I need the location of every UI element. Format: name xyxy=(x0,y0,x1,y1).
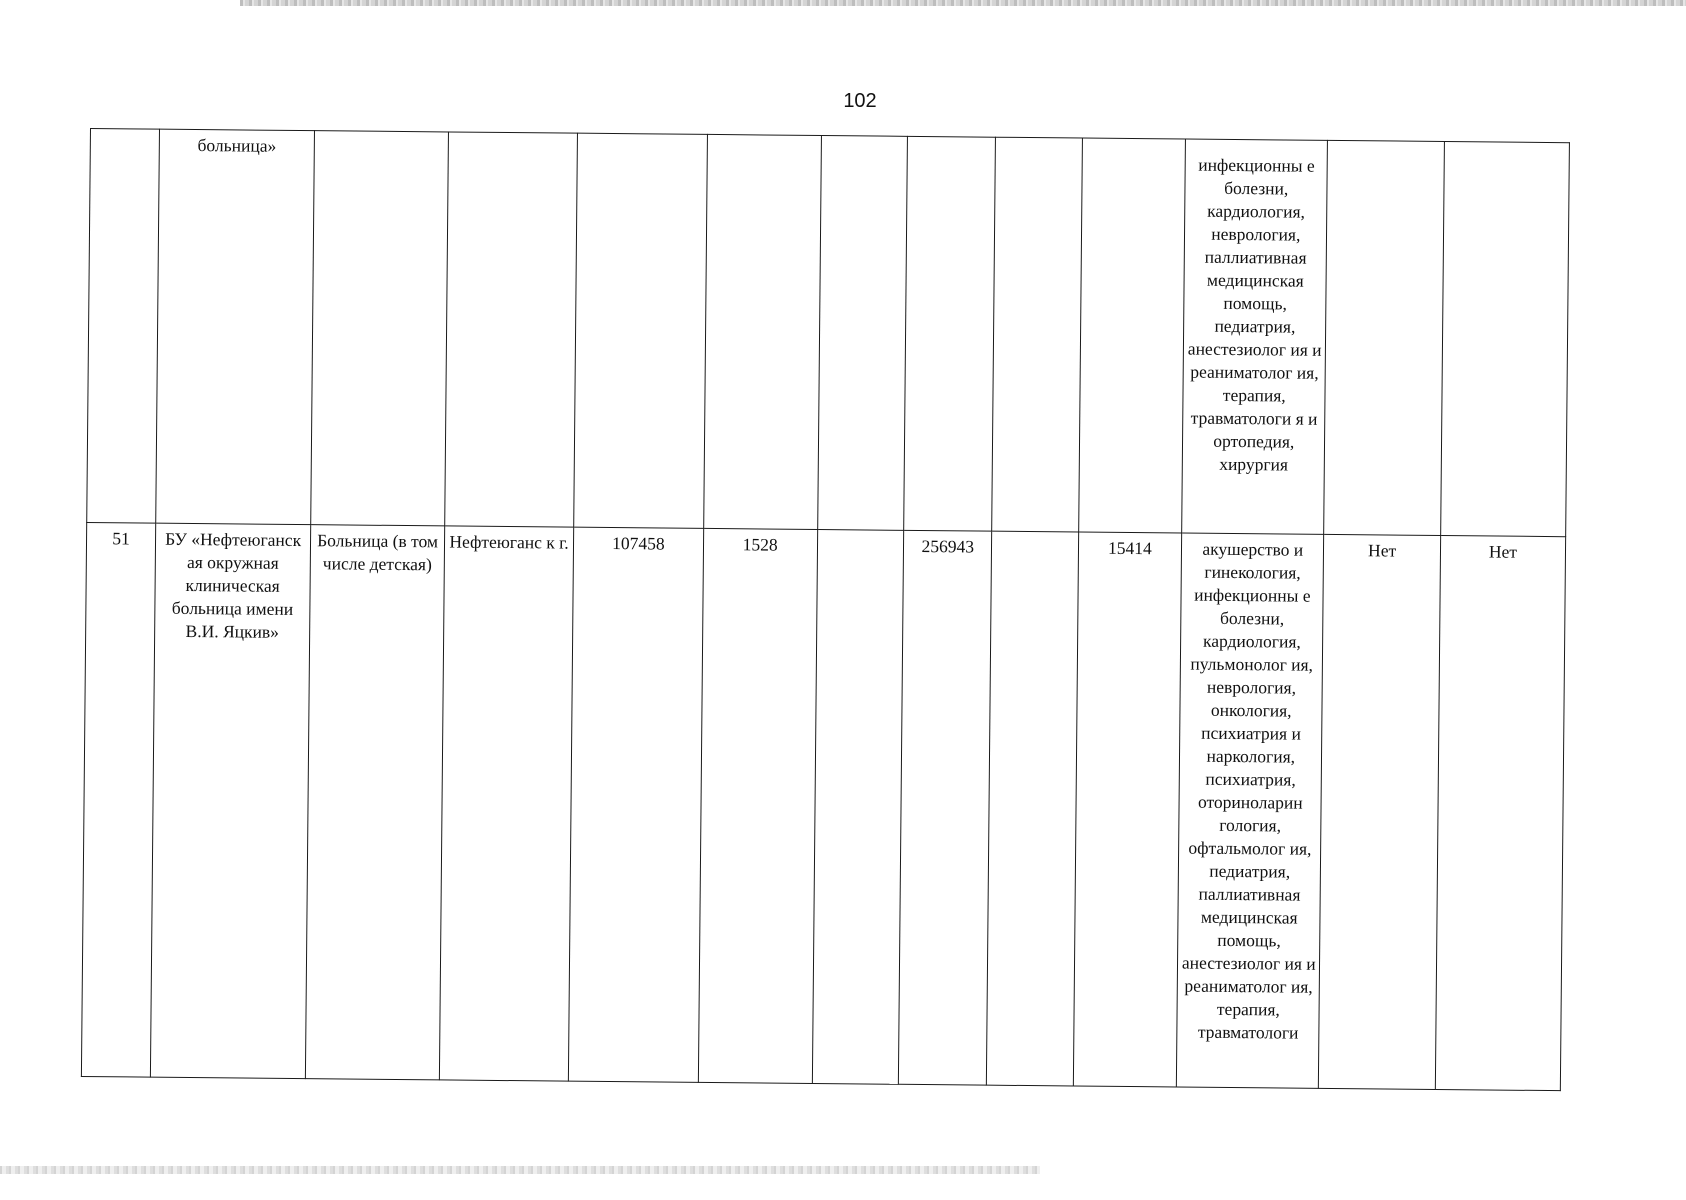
table-row xyxy=(87,129,1570,537)
cell-value-5 xyxy=(992,137,1082,532)
scan-edge-bottom xyxy=(0,1166,1040,1174)
cell-name: больница» xyxy=(156,129,315,524)
cell-col-13 xyxy=(1441,142,1570,537)
cell-value-6: 15414 xyxy=(1073,532,1182,1087)
cell-col-12 xyxy=(1324,140,1444,535)
cell-value-4: 256943 xyxy=(898,530,992,1085)
cell-value-1: 107458 xyxy=(569,527,704,1082)
cell-col-13: Нет xyxy=(1435,535,1565,1090)
cell-number: 51 xyxy=(81,522,155,1077)
page-number: 102 xyxy=(843,90,877,112)
cell-value-6 xyxy=(1078,138,1185,533)
cell-location xyxy=(445,132,578,527)
cell-type: Больница (в том числе детская) xyxy=(306,525,445,1080)
cell-name: БУ «Нефтеюганск ая окружная клиническая больница имени В.И. Яцкив» xyxy=(150,523,311,1078)
cell-value-5 xyxy=(987,531,1079,1086)
document-sheet xyxy=(81,128,1570,1092)
cell-col-12: Нет xyxy=(1319,534,1441,1089)
cell-value-3 xyxy=(812,530,904,1085)
cell-profiles: акушерство и гинекология, инфекционны е болезни, кардиология, пульмонолог ия, неврология, онкология, психиатрия и наркология, психиатрия, оториноларин гология, офтальмолог ия, педиатрия, паллиативная медицинская помощь, анестезиолог ия и реаниматолог ия, терапия, травматологи xyxy=(1177,533,1325,1088)
cell-value-4 xyxy=(904,136,996,531)
cell-value-2: 1528 xyxy=(698,528,818,1083)
scan-edge-top xyxy=(240,0,1686,6)
cell-profiles: инфекционны е болезни, кардиология, неврология, паллиативная медицинская помощь, педиатрия, анестезиолог ия и реаниматолог ия, терапия, травматологи я и ортопедия, хирургия xyxy=(1182,139,1328,534)
cell-value-3 xyxy=(817,136,907,531)
cell-number xyxy=(87,129,160,524)
hospital-table xyxy=(81,128,1570,1091)
cell-value-1 xyxy=(574,133,707,528)
cell-location: Нефтеюганс к г. xyxy=(439,526,574,1081)
cell-value-2 xyxy=(703,134,821,529)
cell-type xyxy=(311,131,448,526)
table-row xyxy=(81,522,1565,1090)
